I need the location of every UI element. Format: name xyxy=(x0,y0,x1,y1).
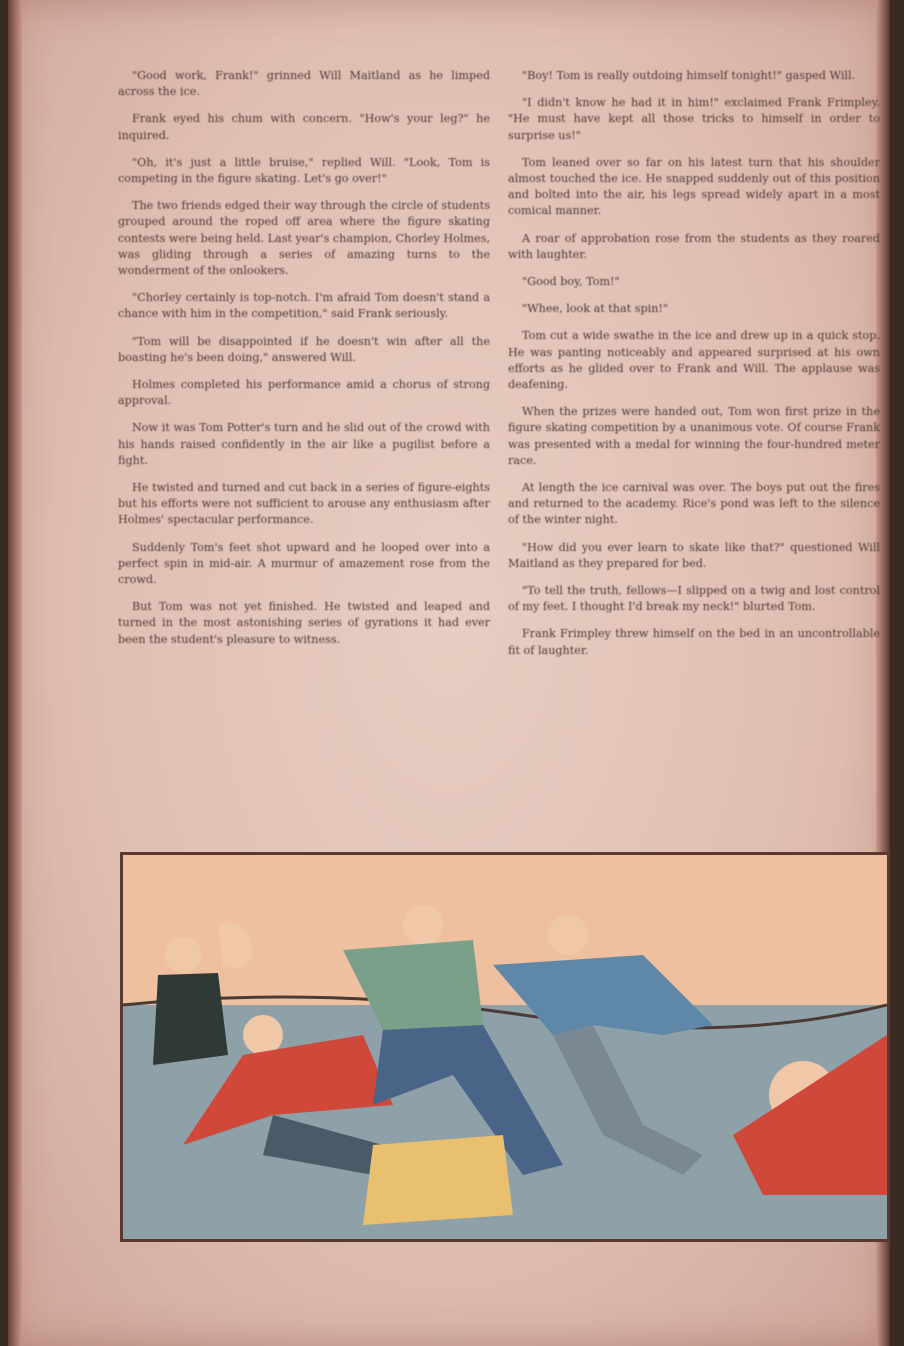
paragraph: "How did you ever learn to skate like that?" questioned Will Maitland as they prepared for bed. xyxy=(508,540,880,570)
paragraph: "Good work, Frank!" grinned Will Maitland as he limped across the ice. xyxy=(118,69,490,99)
text-column-right xyxy=(508,68,880,670)
paragraph: "Boy! Tom is really outdoing himself tonight!" gasped Will. xyxy=(522,69,856,82)
paragraph: "Chorley certainly is top-notch. I'm afraid Tom doesn't stand a chance with him in the competition," said Frank seriously. xyxy=(118,291,490,321)
paragraph: He twisted and turned and cut back in a series of figure-eights but his efforts were not sufficient to arouse any enthusiasm after Holmes' spectacular performance. xyxy=(118,481,490,527)
paragraph: Frank Frimpley threw himself on the bed in an uncontrollable fit of laughter. xyxy=(508,627,880,657)
paragraph: "Oh, it's just a little bruise," replied Will. "Look, Tom is competing in the figure skating. Let's go over!" xyxy=(118,155,490,186)
paragraph: "Good boy, Tom!" xyxy=(522,275,620,289)
paragraph: "I didn't know he had it in him!" exclaimed Frank Frimpley. "He must have kept all those tricks to himself in order to surprise us!" xyxy=(508,96,880,142)
paragraph: "Whee, look at that spin!" xyxy=(522,302,669,316)
paragraph: Holmes completed his performance amid a chorus of strong approval. xyxy=(118,378,490,408)
paragraph: "Tom will be disappointed if he doesn't win after all the boasting he's been doing," answered Will. xyxy=(118,334,490,364)
paragraph: Tom leaned over so far on his latest turn that his shoulder almost touched the ice. He snapped suddenly out of this position and bolted into the air, his legs spread widely apart in a most comical manner. xyxy=(508,155,880,218)
paragraph: Now it was Tom Potter's turn and he slid out of the crowd with his hands raised confidently in the air like a pugilist before a fight. xyxy=(118,421,490,467)
paragraph: Tom cut a wide swathe in the ice and drew up in a quick stop. He was panting noticeably and appeared surprised at his own efforts as he glided over to Frank and Will. The applause was deafening. xyxy=(508,329,880,392)
paragraph: The two friends edged their way through the circle of students grouped around the roped off area where the figure skating contests were being held. Last year's champion, Chorley Holmes, was gliding through a series of amazing turns to the wonderment of the onlookers. xyxy=(118,199,490,278)
skater-yellow xyxy=(363,1135,513,1225)
comic-page xyxy=(8,0,890,1346)
page-edge-left xyxy=(8,0,22,1346)
paragraph: But Tom was not yet finished. He twisted and leaped and turned in the most astonishing series of gyrations it had ever been the student's pleasure to witness. xyxy=(118,600,490,646)
paragraph: Suddenly Tom's feet shot upward and he looped over into a perfect spin in mid-air. A murmur of amazement rose from the crowd. xyxy=(118,540,490,587)
paragraph: A roar of approbation rose from the students as they roared with laughter. xyxy=(508,231,880,261)
paragraph: At length the ice carnival was over. The boys put out the fires and returned to the academy. Rice's pond was left to the silence of the winter night. xyxy=(508,481,880,527)
text-column-left xyxy=(118,68,490,659)
skating-illustration-panel xyxy=(120,852,890,1242)
paragraph: "To tell the truth, fellows—I slipped on a twig and lost control of my feet. I thought I'd break my neck!" blurted Tom. xyxy=(508,584,880,614)
paragraph: Frank eyed his chum with concern. "How's your leg?" he inquired. xyxy=(118,112,490,142)
paragraph: When the prizes were handed out, Tom won first prize in the figure skating competition by a unanimous vote. Of course Frank was presented with a medal for winning the four-hundred meter race. xyxy=(508,405,880,467)
skating-illustration xyxy=(123,855,887,1239)
